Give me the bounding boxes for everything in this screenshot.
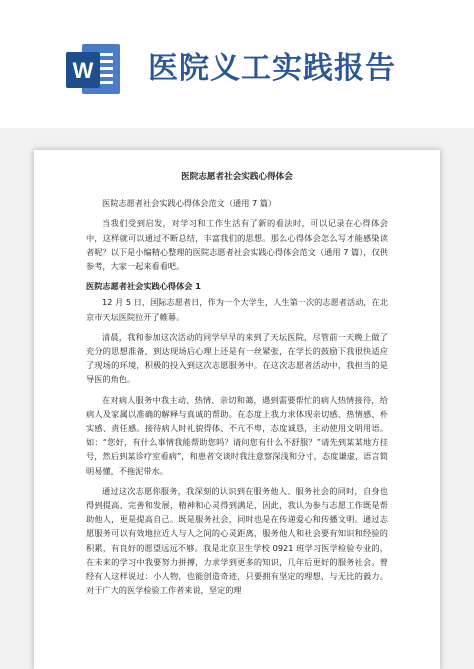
body-paragraph: 12 月 5 日，国际志愿者日，作为一个大学生，人生第一次的志愿者活动，在北京市天坛医院拉开了帷幕。 xyxy=(86,297,388,322)
intro-paragraph: 当我们受到启发，对学习和工作生活有了新的看法时，可以记录在心得体会中，这样就可以通过不断总结，丰富我们的思想。那么心得体会怎么写才能感染读者呢？以下是小编精心整理的医院志愿者社会实践心得体会范文（通用 7 篇），仅供参考，大家一起来看看吧。 xyxy=(86,218,388,272)
section-heading: 医院志愿者社会实践心得体会 1 xyxy=(86,281,201,292)
page-title: 医院义工实践报告 xyxy=(148,51,396,86)
header-banner xyxy=(0,0,474,128)
document-subtitle: 医院志愿者社会实践心得体会范文（通用 7 篇） xyxy=(102,198,277,209)
word-document-icon xyxy=(62,38,126,102)
document-content xyxy=(86,170,388,603)
body-paragraph: 在对病人服务中我主动、热情、亲切和蔼，遇到需要帮忙的病人热情接待，给病人及家属以准确的解释与真诚的帮助。在态度上我力求体现亲切感、热情感、朴实感、责任感。接待病人时礼貌得体、不亢不卑，态度诚恳，主动使用文明用语。如：“您好，有什么事情我能帮助您吗？请问您有什么不舒服？”请先到某某地方挂号，然后到某诊疗室看病”，和患者交谈时我注意察深浅和分寸，态度谦虚，语言简明易懂，不拖泥带水。 xyxy=(86,394,388,476)
document-title: 医院志愿者社会实践心得体会 xyxy=(181,172,293,182)
document-page xyxy=(34,150,440,669)
word-logo-letter: W xyxy=(72,58,94,83)
body-paragraph: 清晨，我和参加这次活动的同学早早的来到了天坛医院，尽管前一天晚上做了充分的思想准备，到达现场后心理上还是有一丝紧张，在学长的鼓励下我很快适应了现场的环境，积极的投入到这次志愿服务中。在这次志愿者活动中，我担当的是导医的角色。 xyxy=(86,331,388,385)
body-paragraph: 通过这次志愿你服务，我深刻的认识到在服务他人、服务社会的同时，自身也得到提高、完善和发展，精神和心灵得到满足，因此，我认为参与志愿工作既是帮助他人，更是提高自己。既是服务社会，同时也是在传递爱心和传播文明。通过志愿服务可以有效地拉近人与人之间的心灵距离，服务他人和社会要有知识和经验的积累，有良好的愿望远远不够。我是北京卫生学校 0921 班学习医学检验专业的，在未来的学习中我要努力拼搏，力求学到更多的知识，几年后更好的服务社会。曾经有人这样说过：小人物，也能创造奇迹，只要拥有坚定的理想，与无比的毅力。对于广大的医学检验工作者来说，坚定的理 xyxy=(86,485,388,596)
